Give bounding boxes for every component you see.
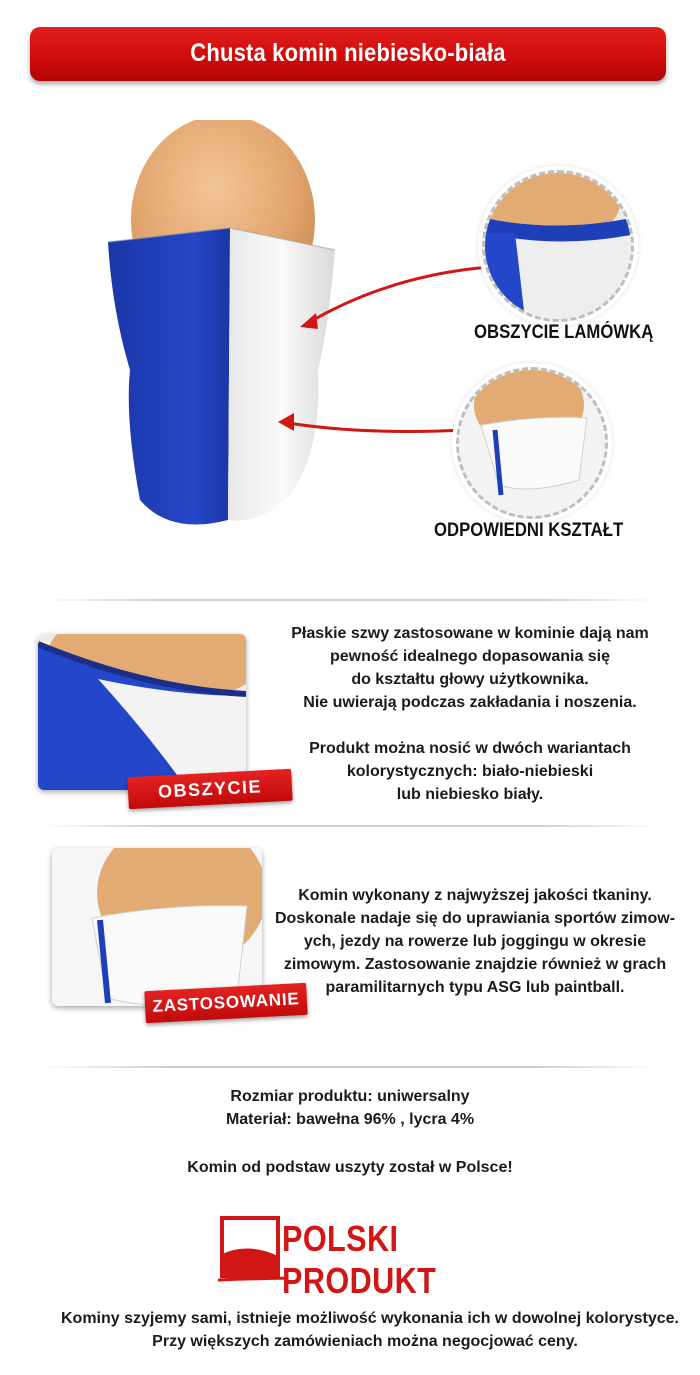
footer-line-2: Przy większych zamówieniach można negocjować ceny. bbox=[152, 1333, 578, 1350]
hem-closeup-circle bbox=[482, 170, 634, 322]
hem-closeup-icon bbox=[485, 173, 631, 319]
profile-view-icon bbox=[459, 370, 605, 516]
spec-size: Rozmiar produktu: uniwersalny bbox=[230, 1088, 470, 1105]
divider bbox=[40, 1066, 660, 1068]
section-text-usage: Komin wykonany z najwyższej jakości tkaniny. Doskonale nadaje się do uprawiania sportów zimow- ych, jezdy na rowerze lub joggingu w okresie zimowym. Zastosowanie znajdzie również w grach paramilitarnych typu ASG lub paintball. bbox=[274, 887, 676, 996]
footer-line-1: Kominy szyjemy sami, istnieje możliwość wykonania ich w dowolnej kolorystyce. bbox=[61, 1310, 679, 1327]
spec-origin: Komin od podstaw uszyty został w Polsce! bbox=[187, 1159, 513, 1176]
polish-product-text: POLSKI PRODUKT bbox=[282, 1218, 437, 1301]
polish-flag-icon bbox=[218, 1214, 288, 1289]
usage-image bbox=[52, 848, 262, 1006]
profile-view-circle bbox=[456, 367, 608, 519]
divider bbox=[40, 599, 660, 601]
tag-zastosowanie: ZASTOSOWANIE bbox=[144, 983, 307, 1023]
usage-photo bbox=[52, 848, 262, 1006]
callout-label-hem: OBSZYCIE LAMÓWKĄ bbox=[474, 322, 654, 343]
hem-detail-image bbox=[38, 634, 246, 790]
tag-obszycie: OBSZYCIE bbox=[127, 769, 292, 810]
spec-material: Materiał: bawełna 96% , lycra 4% bbox=[225, 1111, 475, 1128]
callout-label-shape: ODPOWIEDNI KSZTAŁT bbox=[434, 520, 624, 541]
page-title: Chusta komin niebiesko-biała bbox=[190, 39, 506, 67]
section-text-hem: Płaskie szwy zastosowane w kominie dają nam pewność idealnego dopasowania się do kształtu głowy użytkownika. Nie uwierają podczas zakładania i noszenia. Produkt można nosić w dwóch wariantach kolorystycznych: biało-niebieski lub niebiesko biały. bbox=[291, 625, 649, 803]
title-banner bbox=[30, 27, 666, 81]
hem-photo bbox=[38, 634, 246, 790]
divider bbox=[40, 825, 660, 827]
polish-product-badge bbox=[218, 1214, 528, 1301]
